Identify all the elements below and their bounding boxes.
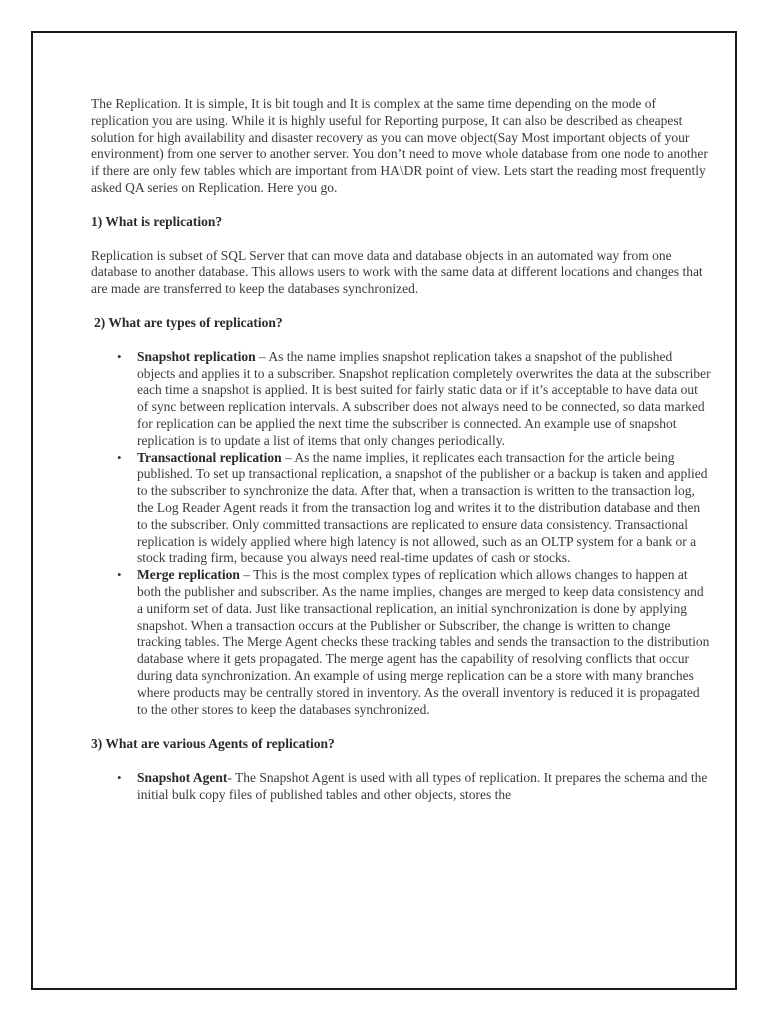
term-label: Snapshot replication: [137, 348, 256, 364]
list-item-merge-replication: [117, 567, 711, 718]
intro-paragraph: The Replication. It is simple, It is bit tough and It is complex at the same time depending on the mode of replication you are using. While it is highly useful for Reporting purpose, It can also be described as cheapest solution for high availability and disaster recovery as you can move object(Say Most important objects of your environment) from one server to another server. You don’t need to move whole database from one node to another if there are only few tables which are important from HA\DR point of view. Lets start the reading most frequently asked QA series on Replication. Here you go.: [91, 96, 708, 195]
term-label: Transactional replication: [137, 449, 282, 465]
document-page: [31, 31, 737, 990]
term-description: – This is the most complex types of replication which allows changes to happen at both the publisher and subscriber. As the name implies, changes are merged to keep data consistency and a uniform set of data. Just like transactional replication, an initial synchronization is done by applying snapshot. When a transaction occurs at the Publisher or Subscriber, the change is written to change tracking tables. The Merge Agent checks these tracking tables and sends the transaction to the distribution database where it gets propagated. The merge agent has the capability of resolving conflicts that occur during data synchronization. An example of using merge replication can be a store with many branches where products may be centrally stored in inventory. As the overall inventory is reduced it is propagated to the other stores to keep the databases synchronized.: [137, 567, 710, 717]
document-body: [91, 96, 711, 822]
bullet-icon: •: [117, 449, 122, 465]
term-label: Snapshot Agent: [137, 770, 228, 786]
bullet-icon: •: [117, 770, 122, 786]
question-1-heading: 1) What is replication?: [91, 213, 223, 229]
term-description: – As the name implies, it replicates each transaction for the article being published. To set up transactional replication, a snapshot of the publisher or a backup is taken and applied to the subscriber to synchronize the data. After that, when a transaction is written to the transaction log, the Log Reader Agent reads it from the transaction log and writes it to the distribution database and then to the subscriber. Only committed transactions are replicated to ensure data consistency. Transactional replication is widely applied where high latency is not allowed, such as an OLTP system for a bank or a stock trading firm, because you always need real-time updates of cash or stocks.: [137, 449, 708, 566]
list-item-transactional-replication: [117, 449, 711, 568]
question-2-heading: 2) What are types of replication?: [94, 314, 283, 330]
replication-agents-list: [91, 770, 711, 804]
term-label: Merge replication: [137, 567, 240, 583]
term-description: - The Snapshot Agent is used with all types of replication. It prepares the schema and the initial bulk copy files of published tables and other objects, stores the: [137, 770, 708, 802]
question-3-heading: 3) What are various Agents of replication?: [91, 736, 335, 752]
replication-types-list: [91, 349, 711, 719]
bullet-icon: •: [117, 348, 122, 364]
question-1-answer: Replication is subset of SQL Server that can move data and database objects in an automated way from one database to another database. This allows users to work with the same data at different locations and changes that are made are transferred to keep the databases synchronized.: [91, 247, 703, 297]
bullet-icon: •: [117, 567, 122, 583]
list-item-snapshot-agent: [117, 770, 711, 804]
list-item-snapshot-replication: [117, 348, 711, 450]
term-description: – As the name implies snapshot replication takes a snapshot of the published objects and applies it to a subscriber. Snapshot replication completely overwrites the data at the subscriber each time a snapshot is applied. It is best suited for fairly static data or if it’s acceptable to have data out of sync between replication intervals. A subscriber does not always need to be connected, so data marked for replication can be applied the next time the subscriber is connected. An example use of snapshot replication is to update a list of items that only changes periodically.: [137, 348, 711, 448]
